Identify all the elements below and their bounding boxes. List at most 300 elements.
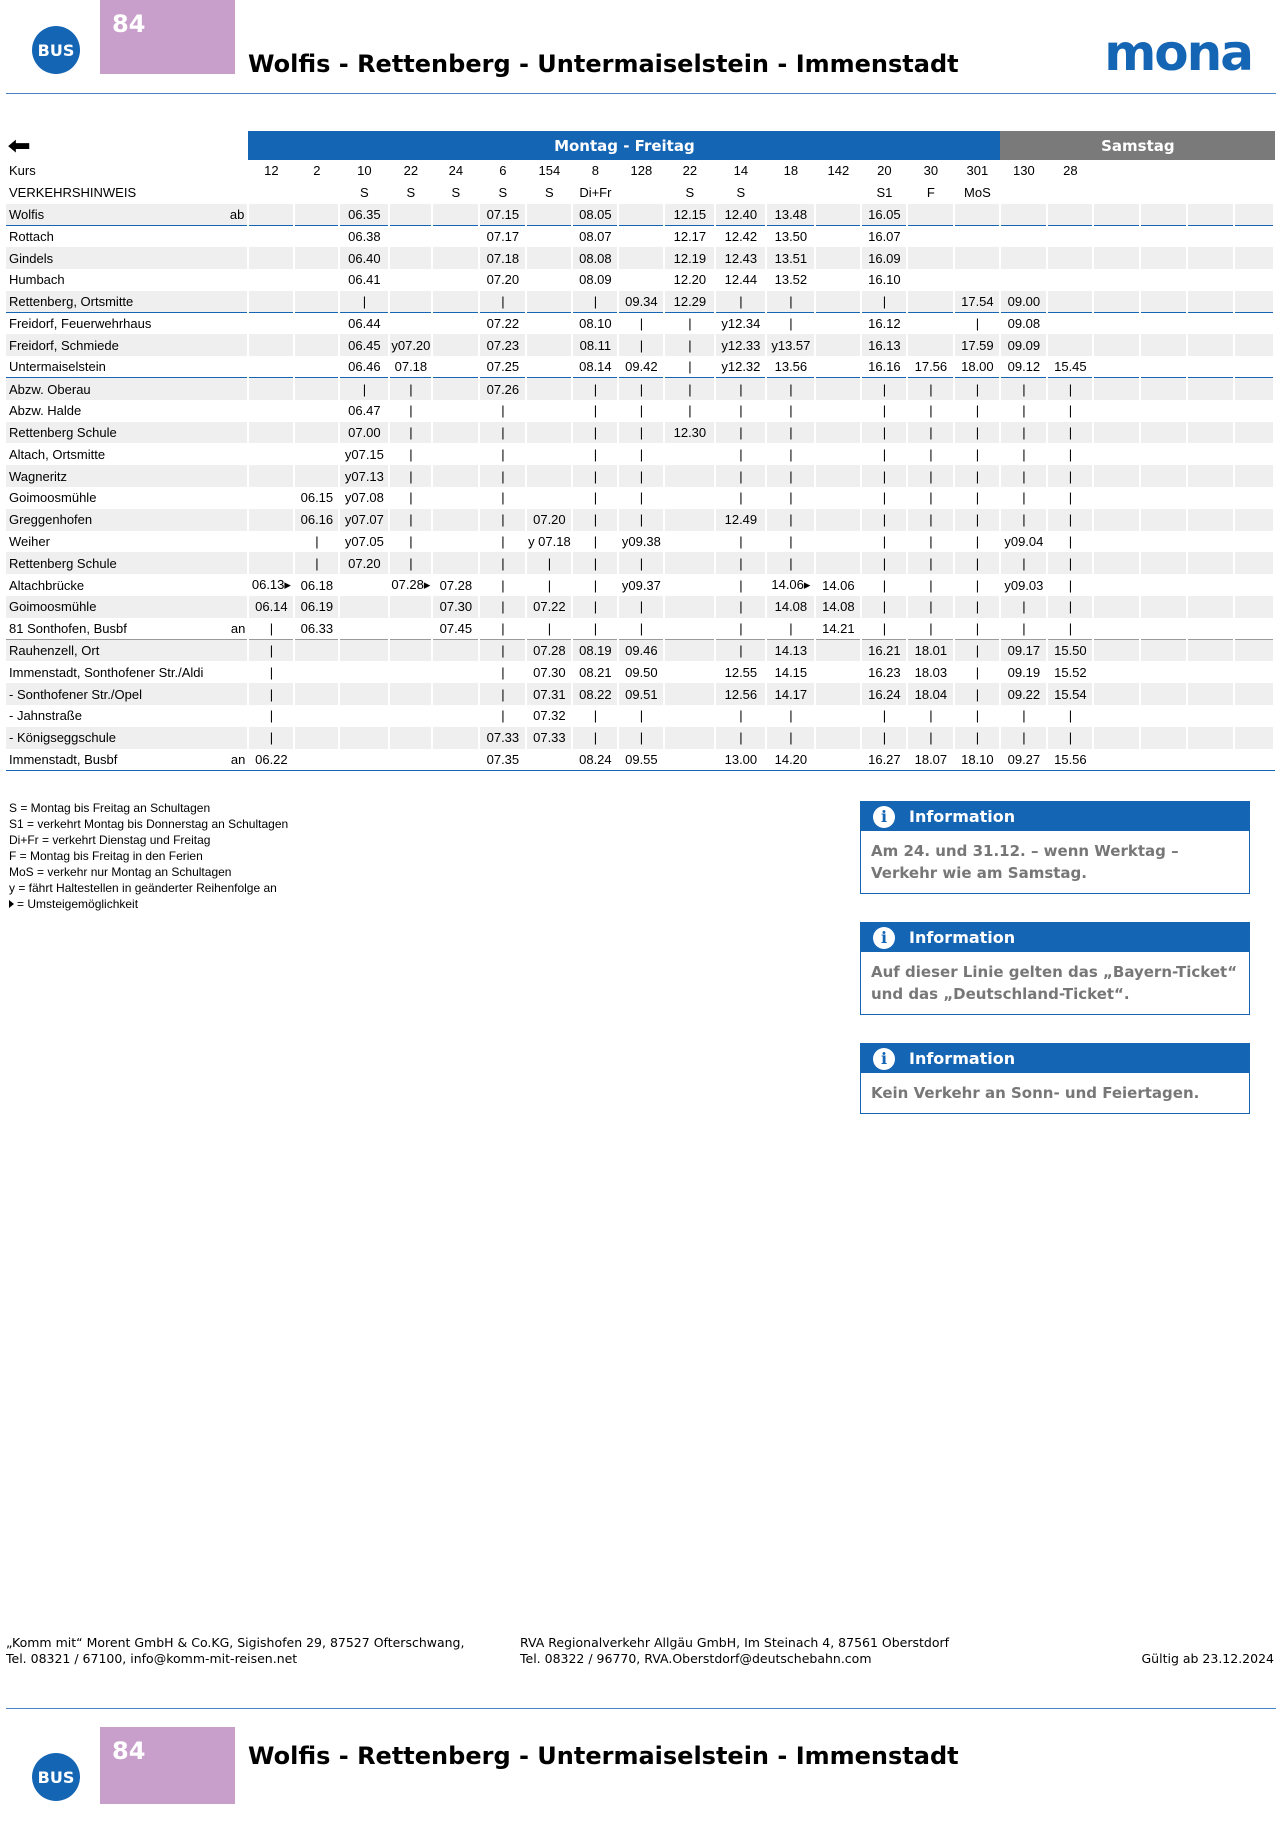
page-header-bottom xyxy=(0,1727,1280,1827)
time-cell: 22 xyxy=(682,163,698,179)
time-cell xyxy=(294,443,339,465)
time-cell: | xyxy=(664,356,715,378)
time-cell: | xyxy=(1022,446,1026,462)
time-cell xyxy=(1234,618,1274,640)
stop-row xyxy=(6,334,1275,356)
time-cell xyxy=(248,509,294,531)
time-cell: 06.18 xyxy=(300,577,334,593)
time-cell xyxy=(907,247,954,269)
arrival-departure-marker xyxy=(203,509,248,531)
time-cell xyxy=(1093,356,1140,378)
time-cell xyxy=(389,596,432,618)
time-cell xyxy=(815,204,861,226)
time-cell: | xyxy=(861,552,907,574)
time-cell xyxy=(432,705,479,727)
time-cell: | xyxy=(479,291,526,313)
time-cell xyxy=(1274,487,1275,509)
time-cell xyxy=(294,204,339,226)
time-cell xyxy=(1274,618,1275,640)
time-cell: 07.28▸ xyxy=(391,577,431,593)
arrival-departure-marker xyxy=(203,531,248,553)
time-cell xyxy=(1140,749,1187,771)
time-cell: | xyxy=(339,291,389,313)
time-cell: | xyxy=(269,708,274,724)
time-cell xyxy=(1234,574,1274,596)
time-cell xyxy=(664,574,715,596)
info-title: Information xyxy=(909,807,1016,826)
time-cell xyxy=(248,487,294,509)
time-cell xyxy=(1140,182,1187,204)
time-cell: 16.21 xyxy=(861,640,907,662)
time-cell: 06.45 xyxy=(339,334,389,356)
time-cell xyxy=(526,465,572,487)
time-cell xyxy=(248,269,294,291)
time-cell: | xyxy=(929,533,933,549)
time-cell: | xyxy=(954,422,1000,444)
time-cell: | xyxy=(907,552,954,574)
time-cell: y07.13 xyxy=(339,465,389,487)
time-cell xyxy=(1093,182,1140,204)
time-cell xyxy=(294,422,339,444)
time-cell: 06.46 xyxy=(339,356,389,378)
time-cell xyxy=(294,640,339,662)
time-cell: | xyxy=(766,618,815,640)
time-cell xyxy=(1187,618,1234,640)
time-cell: 09.19 xyxy=(1007,664,1041,680)
time-cell xyxy=(1274,465,1275,487)
time-cell: | xyxy=(339,378,389,400)
time-cell xyxy=(907,225,954,247)
time-cell: | xyxy=(975,664,980,680)
time-cell xyxy=(248,334,294,356)
time-cell xyxy=(1187,160,1234,182)
time-cell xyxy=(1234,378,1274,400)
stop-row xyxy=(6,247,1275,269)
time-cell: | xyxy=(907,422,954,444)
legend-text: = Umsteigemöglichkeit xyxy=(17,897,139,911)
time-cell: y09.38 xyxy=(621,533,661,549)
time-cell xyxy=(294,400,339,422)
time-cell xyxy=(1140,225,1187,247)
time-cell: | xyxy=(1047,552,1093,574)
time-cell xyxy=(1274,225,1275,247)
time-cell xyxy=(432,487,479,509)
time-cell: | xyxy=(248,640,294,662)
time-cell xyxy=(1140,465,1187,487)
time-cell xyxy=(432,749,479,771)
time-cell: 14.13 xyxy=(766,640,815,662)
info-icon: i xyxy=(873,927,895,949)
stop-row xyxy=(6,204,1275,226)
time-cell xyxy=(294,683,339,705)
time-cell: 08.22 xyxy=(572,683,618,705)
stop-row xyxy=(6,291,1275,313)
time-cell xyxy=(815,269,861,291)
time-cell: | xyxy=(501,490,505,506)
time-cell: 16.13 xyxy=(861,334,907,356)
time-cell: | xyxy=(526,618,572,640)
time-cell: 07.15 xyxy=(479,204,526,226)
time-cell xyxy=(294,334,339,356)
time-cell: 18.07 xyxy=(907,749,954,771)
time-cell xyxy=(339,661,389,683)
time-cell xyxy=(294,247,339,269)
time-cell xyxy=(248,422,294,444)
time-cell xyxy=(526,378,572,400)
time-cell xyxy=(1093,683,1140,705)
time-cell xyxy=(389,618,432,640)
time-cell: | xyxy=(1000,465,1047,487)
stop-name: Wolfis xyxy=(6,204,203,226)
time-cell xyxy=(1187,727,1234,749)
time-cell xyxy=(1274,443,1275,465)
legend-item: S1 = verkehrt Montag bis Donnerstag an Schultagen xyxy=(9,817,289,831)
time-cell: 08.08 xyxy=(572,247,618,269)
footer-line: „Komm mit“ Morent GmbH & Co.KG, Sigishofen 29, 87527 Ofterschwang, xyxy=(6,1635,465,1650)
time-cell: 15.45 xyxy=(1047,356,1093,378)
legend-item: MoS = verkehr nur Montag an Schultagen xyxy=(9,865,232,879)
time-cell: | xyxy=(766,291,815,313)
time-cell xyxy=(1140,334,1187,356)
time-cell xyxy=(339,596,389,618)
time-cell xyxy=(248,247,294,269)
time-cell: 12.42 xyxy=(724,229,758,245)
stop-name: Freidorf, Feuerwehrhaus xyxy=(9,316,152,332)
arrival-departure-marker: an xyxy=(203,618,248,640)
arrival-departure-marker xyxy=(203,269,248,291)
time-cell xyxy=(1140,378,1187,400)
time-cell: 13.52 xyxy=(774,272,808,288)
time-cell: | xyxy=(861,422,907,444)
time-cell: | xyxy=(907,727,954,749)
time-cell xyxy=(954,225,1000,247)
time-cell xyxy=(432,727,479,749)
time-cell xyxy=(1187,182,1234,204)
time-cell xyxy=(389,291,432,313)
time-cell: 07.20 xyxy=(486,272,520,288)
time-cell xyxy=(815,225,861,247)
time-cell: 07.26 xyxy=(479,378,526,400)
time-cell xyxy=(339,749,389,771)
time-cell: 18.00 xyxy=(954,356,1000,378)
time-cell xyxy=(1140,204,1187,226)
time-cell: 09.50 xyxy=(625,664,658,680)
time-cell xyxy=(1274,705,1275,727)
time-cell: | xyxy=(269,664,274,680)
time-cell: | xyxy=(572,552,618,574)
stop-name: Humbach xyxy=(9,272,65,288)
time-cell xyxy=(664,465,715,487)
time-cell: | xyxy=(739,446,743,462)
time-cell: y 07.18 xyxy=(528,533,571,549)
stop-row xyxy=(6,313,1275,335)
time-cell xyxy=(248,531,294,553)
time-cell: | xyxy=(501,708,505,724)
time-cell xyxy=(339,705,389,727)
time-cell: | xyxy=(593,577,598,593)
time-cell: 06.19 xyxy=(294,596,339,618)
time-cell xyxy=(766,182,815,204)
stop-name: Kurs xyxy=(9,163,36,179)
stop-row xyxy=(6,574,1275,596)
time-cell xyxy=(294,313,339,335)
stop-row xyxy=(6,618,1275,640)
time-cell: 07.22 xyxy=(526,596,572,618)
time-cell xyxy=(1274,160,1275,182)
time-cell xyxy=(1187,640,1234,662)
time-cell xyxy=(1187,313,1234,335)
time-cell: 07.32 xyxy=(533,708,566,724)
stop-name: - Jahnstraße xyxy=(9,708,82,724)
time-cell: 18.01 xyxy=(907,640,954,662)
time-cell: 07.33 xyxy=(479,727,526,749)
stop-row xyxy=(6,356,1275,378)
time-cell: 08.21 xyxy=(579,664,612,680)
arrival-departure-marker xyxy=(203,422,248,444)
stop-name: Gindels xyxy=(6,247,203,269)
time-cell: 08.10 xyxy=(579,316,612,332)
time-cell: | xyxy=(1022,403,1026,419)
time-cell: | xyxy=(789,446,793,462)
time-cell: 12.30 xyxy=(664,422,715,444)
time-cell xyxy=(1234,443,1274,465)
time-cell: 14.20 xyxy=(766,749,815,771)
time-cell xyxy=(1274,661,1275,683)
time-cell xyxy=(432,247,479,269)
time-cell: | xyxy=(639,316,644,332)
route-title: Wolfis - Rettenberg - Untermaiselstein - Immenstadt xyxy=(248,1742,959,1770)
time-cell xyxy=(1047,313,1093,335)
time-cell: | xyxy=(409,446,413,462)
stop-name: Rottach xyxy=(9,229,54,245)
time-cell: S xyxy=(451,185,461,201)
time-cell: | xyxy=(248,727,294,749)
time-cell: F xyxy=(926,185,935,201)
time-cell: | xyxy=(739,577,743,593)
time-cell: 09.51 xyxy=(618,683,664,705)
time-cell xyxy=(1140,727,1187,749)
time-cell xyxy=(294,269,339,291)
time-cell: | xyxy=(975,446,980,462)
time-cell: S xyxy=(406,185,416,201)
stop-name: Freidorf, Schmiede xyxy=(6,334,203,356)
time-cell xyxy=(1274,269,1275,291)
time-cell: | xyxy=(975,533,980,549)
time-cell xyxy=(1234,400,1274,422)
time-cell: 15.52 xyxy=(1054,664,1087,680)
time-cell xyxy=(664,727,715,749)
saturday-header: Samstag xyxy=(1000,131,1275,160)
stop-row xyxy=(6,225,1275,247)
time-cell: 08.14 xyxy=(572,356,618,378)
time-cell: | xyxy=(739,403,743,419)
time-cell: 18.03 xyxy=(914,664,948,680)
time-cell xyxy=(1000,269,1047,291)
stop-name: 81 Sonthofen, Busbf xyxy=(6,618,203,640)
time-cell xyxy=(815,509,861,531)
bus-badge: BUS xyxy=(32,1753,80,1801)
time-cell xyxy=(248,552,294,574)
time-cell: | xyxy=(739,708,743,724)
time-cell: | xyxy=(715,422,766,444)
time-cell: | xyxy=(501,664,505,680)
arrival-departure-marker xyxy=(203,378,248,400)
time-cell xyxy=(1234,247,1274,269)
time-cell xyxy=(1274,552,1275,574)
time-cell xyxy=(1187,705,1234,727)
stop-row xyxy=(6,269,1275,291)
time-cell xyxy=(1140,160,1187,182)
time-cell xyxy=(664,552,715,574)
time-cell xyxy=(1093,443,1140,465)
time-cell: 301 xyxy=(966,163,989,179)
time-cell: | xyxy=(975,708,980,724)
arrival-departure-marker xyxy=(203,487,248,509)
time-cell xyxy=(1234,204,1274,226)
time-cell: S xyxy=(736,185,746,201)
stop-row xyxy=(6,465,1275,487)
time-cell xyxy=(1234,596,1274,618)
time-cell: 07.45 xyxy=(432,618,479,640)
time-cell: | xyxy=(954,378,1000,400)
stop-row xyxy=(6,400,1275,422)
time-cell: 07.20 xyxy=(526,509,572,531)
time-cell xyxy=(1274,378,1275,400)
time-cell xyxy=(1093,334,1140,356)
time-cell xyxy=(815,661,861,683)
time-cell xyxy=(1093,465,1140,487)
time-cell: 09.12 xyxy=(1000,356,1047,378)
time-cell xyxy=(815,378,861,400)
time-cell xyxy=(432,531,479,553)
arrival-departure-marker xyxy=(203,356,248,378)
time-cell: y09.03 xyxy=(1004,577,1044,593)
time-cell: | xyxy=(618,596,664,618)
info-text: Kein Verkehr an Sonn- und Feiertagen. xyxy=(871,1084,1200,1102)
time-cell xyxy=(664,443,715,465)
time-cell xyxy=(1093,618,1140,640)
time-cell xyxy=(1234,225,1274,247)
time-cell: | xyxy=(479,683,526,705)
time-cell: | xyxy=(882,403,887,419)
time-cell xyxy=(815,749,861,771)
time-cell: 07.00 xyxy=(339,422,389,444)
time-cell: | xyxy=(1000,509,1047,531)
time-cell xyxy=(248,378,294,400)
time-cell xyxy=(526,291,572,313)
time-cell: 12.56 xyxy=(715,683,766,705)
time-cell: | xyxy=(882,490,887,506)
time-cell: S xyxy=(498,185,508,201)
arrival-departure-marker xyxy=(203,291,248,313)
time-cell: | xyxy=(882,577,887,593)
time-cell: 06.41 xyxy=(348,272,381,288)
time-cell xyxy=(1140,400,1187,422)
time-cell xyxy=(432,443,479,465)
stop-row xyxy=(6,509,1275,531)
info-text: Auf dieser Linie gelten das „Bayern-Ticket“ und das „Deutschland-Ticket“. xyxy=(871,963,1238,1003)
time-cell xyxy=(618,247,664,269)
time-cell: | xyxy=(1000,422,1047,444)
time-cell xyxy=(1093,422,1140,444)
time-cell xyxy=(248,313,294,335)
time-cell xyxy=(1187,400,1234,422)
time-cell: | xyxy=(593,446,598,462)
arrival-departure-marker xyxy=(203,443,248,465)
time-cell: | xyxy=(1047,465,1093,487)
time-cell: | xyxy=(1068,446,1073,462)
time-cell xyxy=(1187,487,1234,509)
time-cell xyxy=(526,443,572,465)
time-cell: S xyxy=(360,185,369,201)
time-cell: 12.17 xyxy=(673,229,707,245)
time-cell: 16.16 xyxy=(861,356,907,378)
time-cell xyxy=(432,640,479,662)
time-cell: 10 xyxy=(357,163,372,179)
time-cell xyxy=(1140,247,1187,269)
time-cell xyxy=(1187,574,1234,596)
time-cell: 06.40 xyxy=(339,247,389,269)
time-cell xyxy=(1274,182,1275,204)
time-cell: | xyxy=(861,509,907,531)
time-cell: y07.08 xyxy=(344,490,384,506)
time-cell: Di+Fr xyxy=(579,185,612,201)
legend-item: y = fährt Haltestellen in geänderter Reihenfolge an xyxy=(9,881,277,895)
time-cell xyxy=(618,204,664,226)
time-cell: 09.17 xyxy=(1000,640,1047,662)
time-cell xyxy=(1140,552,1187,574)
time-cell: 15.56 xyxy=(1047,749,1093,771)
weekday-header: Montag - Freitag xyxy=(248,131,1000,160)
time-cell: 13.51 xyxy=(766,247,815,269)
time-cell xyxy=(1140,443,1187,465)
page-header xyxy=(0,0,1280,100)
stop-name: Untermaiselstein xyxy=(6,356,203,378)
time-cell: 14.06▸ xyxy=(771,577,811,593)
time-cell xyxy=(1187,356,1234,378)
time-cell: 14.06 xyxy=(822,577,855,593)
stop-row xyxy=(6,531,1275,553)
time-cell: | xyxy=(715,640,766,662)
time-cell: | xyxy=(618,727,664,749)
time-cell xyxy=(1093,400,1140,422)
time-cell xyxy=(1274,749,1275,771)
time-cell: | xyxy=(1068,403,1073,419)
time-cell xyxy=(1093,661,1140,683)
time-cell: | xyxy=(954,727,1000,749)
time-cell xyxy=(389,683,432,705)
stop-row xyxy=(6,487,1275,509)
time-cell xyxy=(1274,313,1275,335)
time-cell: | xyxy=(572,291,618,313)
time-cell xyxy=(248,465,294,487)
time-cell xyxy=(1187,204,1234,226)
stop-name: Altach, Ortsmitte xyxy=(9,446,106,462)
time-cell: | xyxy=(639,446,644,462)
time-cell xyxy=(1234,727,1274,749)
time-cell xyxy=(339,683,389,705)
time-cell: 14.17 xyxy=(766,683,815,705)
time-cell xyxy=(1140,422,1187,444)
time-cell: 09.55 xyxy=(618,749,664,771)
stop-name: Abzw. Oberau xyxy=(6,378,203,400)
time-cell: 28 xyxy=(1063,163,1078,179)
day-group-row xyxy=(6,131,1275,160)
time-cell: 08.19 xyxy=(572,640,618,662)
time-cell: | xyxy=(975,577,980,593)
time-cell xyxy=(1187,552,1234,574)
time-cell xyxy=(1274,727,1275,749)
